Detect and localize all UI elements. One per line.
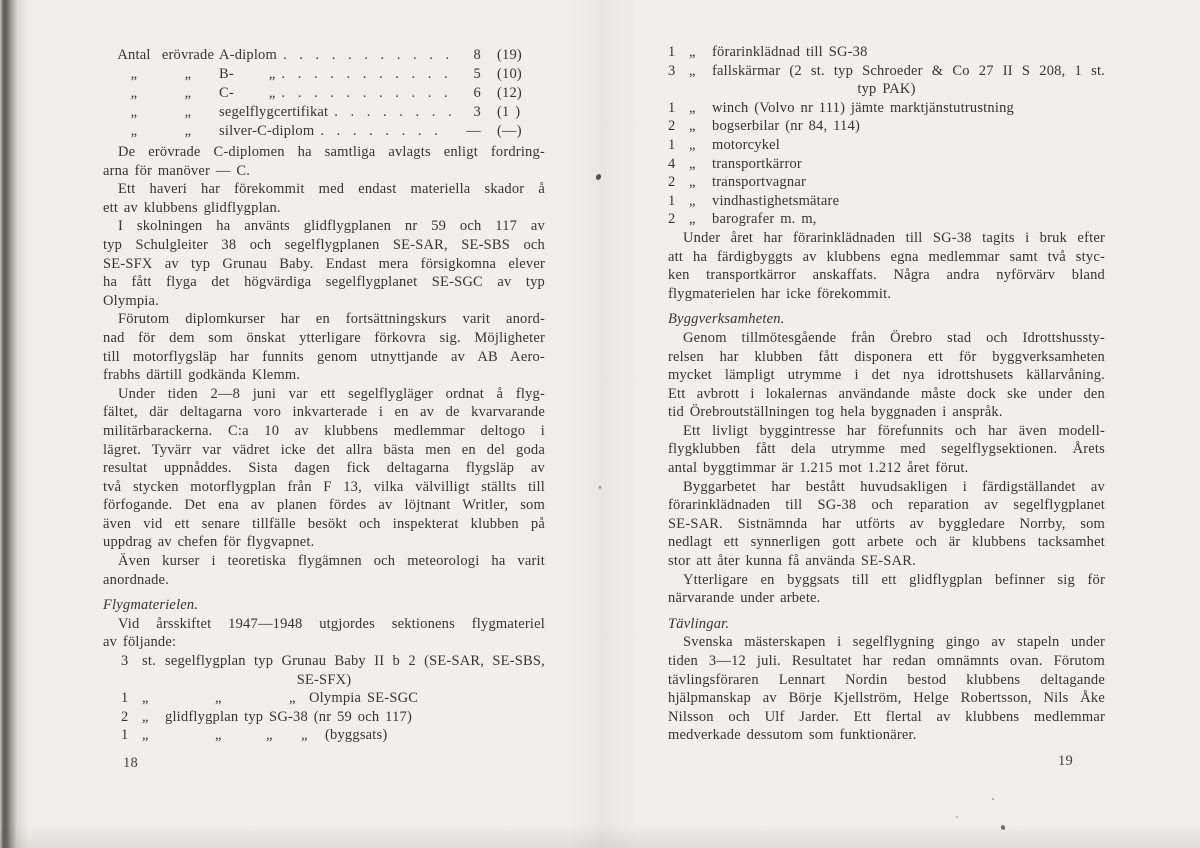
ditto-line [103,689,545,708]
item-text: bogserbilar (nr 84, 114) [712,118,860,135]
item-text: transportvagnar [712,174,806,191]
item-text: winch (Volvo nr 111) jämte marktjänstutrustning [712,99,1014,116]
paragraph [668,633,1105,745]
section-heading: Flygmaterielen. [103,597,199,614]
dot-leader [328,103,451,122]
text-line: SE-SAR. Sistnämnda har utförts av byggledare Norrby, som [668,515,1105,532]
table-cell-col1: Antal [117,47,151,63]
item-quantity: 2 [121,708,129,725]
text-line: I skolningen ha använts glidflygplanen nr 59 och 117 av [118,218,545,235]
table-row [103,65,545,84]
text-line: Ett livligt byggintresse har förefunnits och har även modell- [683,422,1105,439]
text-line: Under året har förarinklädnaden till SG-38 tagits i bruk efter [683,229,1105,246]
text-line: militärbarackerna. C:a 10 av klubbens medlemmar deltogo i [103,422,545,439]
centered-line: typ PAK) [857,81,916,98]
text-line: Även kurser i teoretiska flygämnen och meteorologi ha varit [118,553,545,570]
item-ditto-mark: „ [689,99,696,116]
text-line: medverkade dessutom som funktionärer. [668,727,917,744]
inventory-item [668,62,1105,81]
table-row [103,122,545,141]
table-cell-col1: „ [130,66,138,82]
table-cell-type: A-diplom [219,47,277,63]
item-ditto-mark: „ [689,174,696,191]
paragraph [668,229,1105,303]
table-cell-col1: „ [184,85,192,101]
item-quantity: 3 [121,653,129,670]
item-text: fallskärmar (2 st. typ Schroeder & Co 27 II S 208, 1 st. [712,62,1105,79]
page-right-content [668,43,1105,745]
ditto-segment: 1 [121,690,129,707]
table-cell-col1: „ [130,123,138,139]
text-line: Olympia. [103,292,159,309]
text-line: anordnade. [103,571,170,588]
text-line: tid Örebroutställningen tog hela byggnaden i anspråk. [668,404,1003,421]
text-line: stor att åter kunna få använda SE-SAR. [668,553,916,570]
text-line: antal byggtimmar är 1.215 mot 1.212 året förut. [668,460,969,477]
ditto-line [103,726,545,745]
item-quantity: 3 [668,62,676,79]
centered-line: SE-SFX) [296,671,352,688]
inventory-item [103,708,545,727]
text-line: uppdrag av chefen för flygvapnet. [103,534,315,551]
text-line: fältet, där deltagarna voro inkvarterade i en av de kvarvarande [103,404,545,421]
text-line: Genom tillmötesgående från Örebro stad och Idrottshussty- [683,329,1105,346]
item-text: transportkärror [712,155,802,172]
item-ditto-mark: „ [689,211,696,228]
paragraph [103,552,545,589]
paragraph [103,310,545,384]
text-line: tiden 3—12 juli. Resultatet har redan omnämnts ovan. Förutom [668,653,1105,669]
item-ditto-mark: „ [689,192,696,209]
text-line: två stycken motorflygplan från F 13, vilka välvilligt ställts till [103,478,545,495]
text-line: Ett avbrott i lokalernas användande måste dock ske under den [668,385,1105,402]
table-cell-paren: (—) [497,123,522,139]
text-line: hjälpmanskap av Börje Kjellström, Helge Robertsson, Nils Åke [668,690,1105,707]
text-line: nad för dem som önskat ytterligare förkovra sig. Möjligheter [103,329,545,346]
text-line: De erövrade C-diplomen ha samtliga avlagts enligt fordring- [118,144,545,160]
text-line: flygklubben fått dela utrymme med segelflygsektionen. Årets [668,441,1105,458]
dot-leader [314,122,451,141]
ditto-segment: „ [215,727,222,744]
ditto-segment: „ [266,727,273,744]
ditto-segment: „ [142,727,149,744]
item-quantity: 4 [668,155,676,172]
scan-speck [599,486,601,489]
page-number-right: 19 [1058,753,1073,769]
item-quantity: 1 [668,192,676,209]
item-ditto-mark: „ [689,62,696,79]
text-line: nedlagt ett synnerligen gott arbete och är klubbens tacksamhet [668,534,1105,551]
dot-leader [277,46,451,65]
paragraph [103,217,545,310]
text-line: frabhs därtill godkända Klemm. [103,367,301,384]
dot-leader [276,84,452,103]
ditto-segment: (byggsats) [325,727,388,744]
text-line: ett av klubbens glidflygplan. [103,199,281,216]
section-heading: Byggverksamheten. [668,311,785,328]
paragraph [103,180,545,217]
scan-speck [992,798,994,800]
text-line: lägret. Tyvärr var vädret icke det allra bästa men en del goda [103,441,545,458]
text-line: Ytterligare en byggsats till ett glidflygplan befinner sig för [683,571,1105,588]
item-quantity: 2 [668,118,676,135]
book-spine-shadow [0,0,28,848]
inventory-item [668,136,1105,155]
text-line: resultat uppnåddes. Sista dagen fick deltagarna flygsläp av [103,460,545,477]
page-number-left: 18 [123,755,138,771]
text-line: att ha färdigbyggts av klubbens egna medlemmar samt två styc- [668,248,1105,265]
text-line: Ett haveri har förekommit med endast materiella skador å [118,181,545,198]
table-cell-value: 8 [473,47,481,63]
item-quantity: 1 [668,44,676,60]
text-line: tävlingsföraren Lennart Nordin bestod klubbens deltagande [668,671,1105,688]
text-line: Under tiden 2—8 juni var ett segelflygläger ordnat å flyg- [118,385,545,402]
item-text: förarinklädnad till SG-38 [712,44,868,60]
table-cell-type: segelflygcertifikat [219,104,329,120]
text-line: flygmaterielen har icke förekommit. [668,285,892,302]
paragraph [668,571,1105,608]
item-ditto-mark: „ [689,44,696,60]
dot-leader [276,65,452,84]
paragraph [668,478,1105,571]
item-ditto-mark: „ [689,155,696,172]
table-row [103,46,545,65]
inventory-item [668,192,1105,211]
inventory-item [668,155,1105,174]
item-ditto-mark: „ [689,136,696,153]
table-cell-value: 5 [473,66,481,82]
paragraph [668,422,1105,478]
table-cell-col1: „ [130,85,138,101]
scan-speck [956,816,958,818]
text-line: förarinklädnaden till SG-38 och reparation av segelflygplanet [668,497,1105,514]
item-ditto-mark: „ [689,118,696,135]
table-cell-col1: „ [184,104,192,120]
text-line: av följande: [103,634,177,651]
table-cell-type: C- „ [219,85,276,101]
table-cell-col1: „ [184,66,192,82]
table-cell-value: — [466,123,481,139]
item-quantity: 1 [668,99,676,116]
table-cell-paren: (19) [497,47,522,63]
item-text: segelflygplan typ Grunau Baby II b 2 (SE-SAR, SE-SBS, [165,653,545,670]
text-line: Byggarbetet har bestått huvudsakligen i färdigställandet av [683,478,1105,495]
text-line: Förutom diplomkurser har en fortsättningskurs varit anord- [118,311,545,328]
item-text: glidflygplan typ SG-38 (nr 59 och 117) [165,708,413,725]
table-cell-paren: (1 ) [497,104,521,120]
item-quantity: 1 [668,136,676,153]
text-line: arna för manöver — C. [103,162,251,179]
paragraph [668,329,1105,422]
inventory-item [668,43,1105,62]
paragraph [103,143,545,180]
table-cell-paren: (12) [497,85,522,101]
table-cell-col1: erövrade [161,47,215,63]
ditto-segment: 1 [121,727,129,744]
diploma-table [103,46,545,141]
text-line: även vid ett senare tillfälle besökt och inspekterat klubben på [103,515,545,532]
table-row [103,84,545,103]
text-line: typ Schulgleiter 38 och segelflygplanen SE-SAR, SE-SBS och [103,236,545,253]
text-line: mycket lämpligt utrymme i det nya idrottshusets källarvåning. [668,367,1105,384]
text-line: till motorflygsläp har funnits genom utnyttjande av AB Aero- [103,348,545,365]
ditto-segment: „ [142,690,149,707]
item-text: vindhastighetsmätare [712,192,840,209]
table-cell-value: 6 [473,85,481,101]
ditto-segment: „ [215,690,222,707]
item-ditto-mark: st. [142,653,156,670]
text-line: förfogande. Det ena av planen fördes av löjtnant Writler, som [103,497,545,514]
section-heading: Tävlingar. [668,615,730,632]
text-line: Vid årsskiftet 1947—1948 utgjordes sektionens flygmateriel [118,615,545,632]
ditto-segment: „ [301,727,308,744]
table-row [103,103,545,122]
table-cell-value: 3 [473,104,481,120]
item-text: motorcykel [712,136,781,153]
item-text: barografer m. m, [712,211,817,228]
inventory-item [668,99,1105,118]
paragraph [103,615,545,652]
table-cell-paren: (10) [497,66,522,82]
text-line: relsen har klubben fått disponera ett för byggverksamheten [668,348,1105,365]
item-quantity: 2 [668,211,676,228]
text-line: Svenska mästerskapen i segelflygning gingo av stapeln under [683,634,1105,651]
page-bottom-shadow [0,824,1200,848]
text-line: ken transportkärror anskaffats. Några andra nyförvärv bland [668,267,1105,284]
ditto-segment: Olympia SE-SGC [309,690,419,707]
inventory-item [103,652,545,671]
ditto-segment: „ [289,690,296,707]
inventory-item [668,173,1105,192]
page-left-content [103,46,545,745]
table-cell-type: B- „ [219,66,276,82]
inventory-item [668,117,1105,136]
inventory-item [668,210,1105,229]
item-quantity: 2 [668,174,676,191]
table-cell-col1: „ [184,123,192,139]
table-cell-type: silver-C-diplom [219,123,315,139]
text-line: ha fått flyga det högvärdiga segelflygplanet SE-SGC av typ [103,274,545,291]
item-ditto-mark: „ [142,708,149,725]
text-line: Nilsson och Ulf Jarder. Ett flertal av klubbens medlemmar [668,708,1105,725]
table-cell-col1: „ [130,104,138,120]
text-line: närvarande under arbete. [668,590,821,607]
paragraph [103,385,545,552]
page-gutter-shadow [572,0,636,848]
text-line: SE-SFX av typ Grunau Baby. Endast mera försigkomna elever [103,255,545,272]
